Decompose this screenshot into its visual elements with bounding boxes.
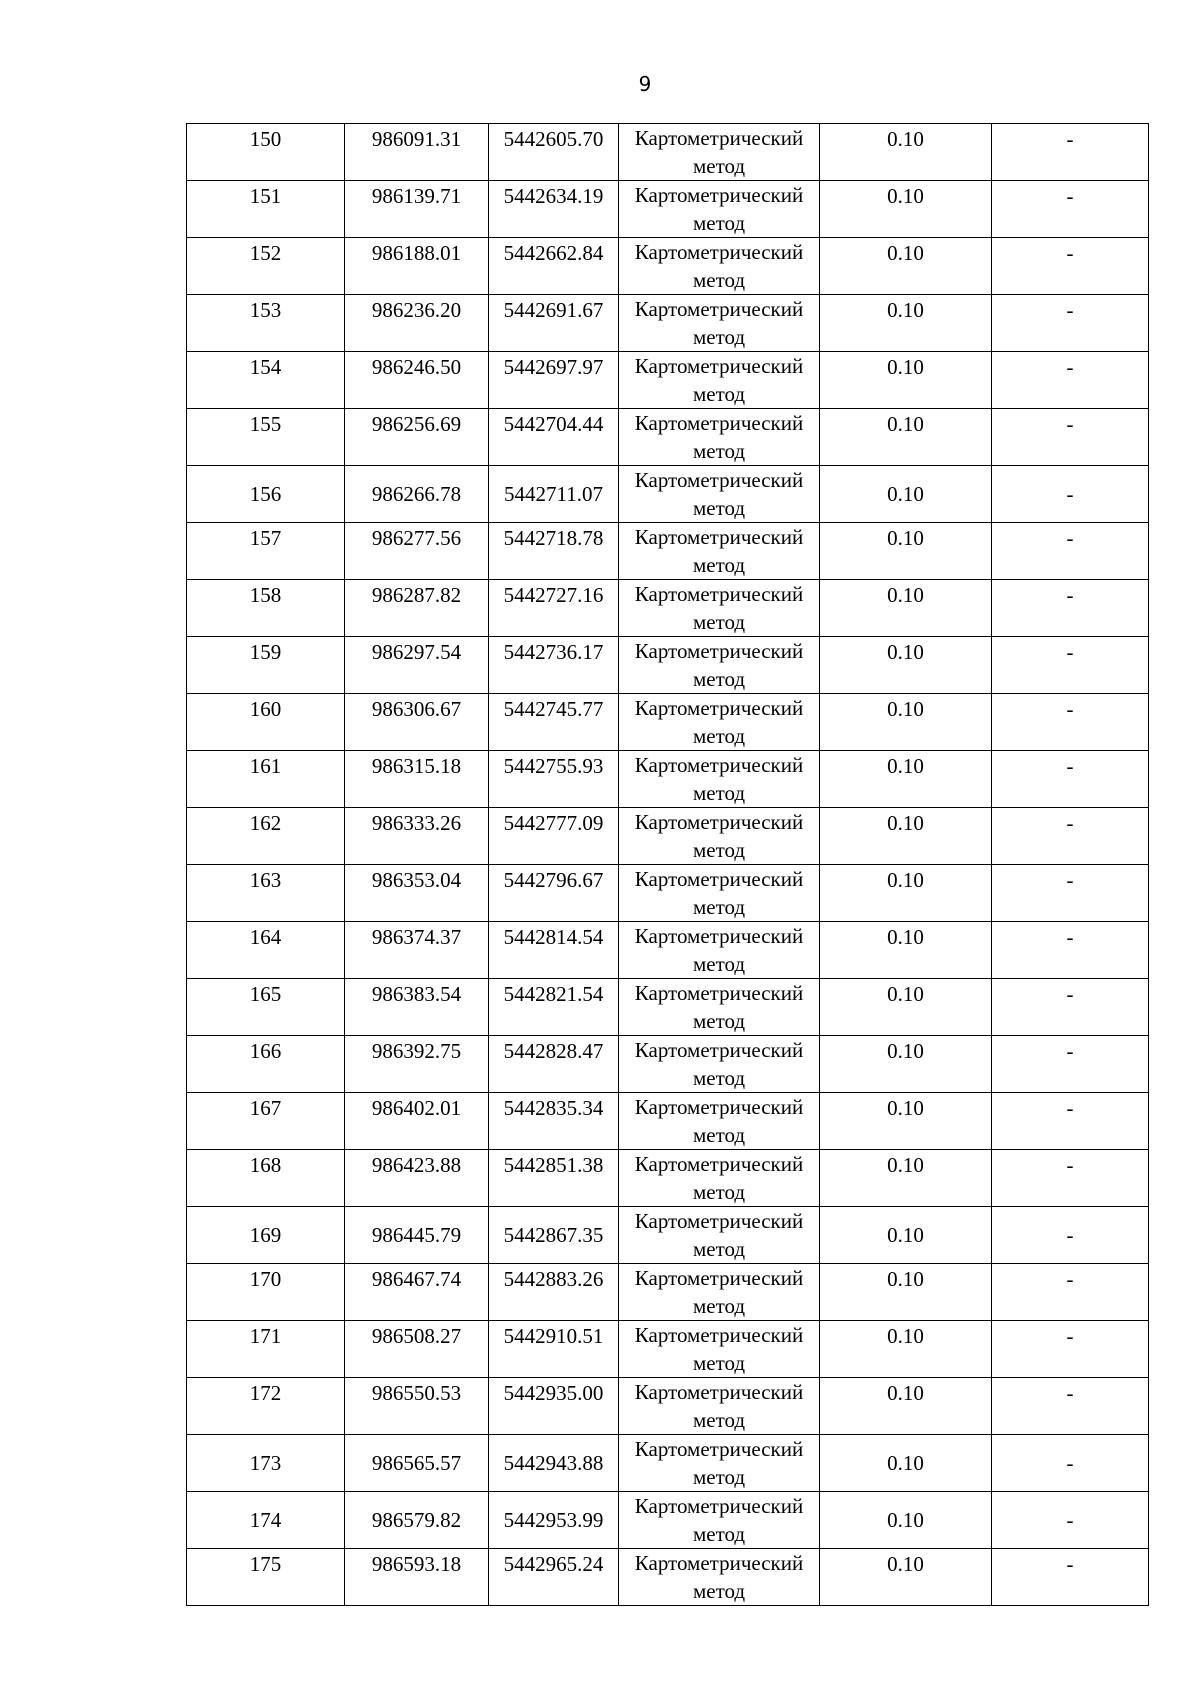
x-coordinate-cell: 986579.82 [345,1492,489,1549]
point-number-cell: 162 [187,808,345,865]
method-cell [619,1093,820,1150]
note-cell: - [992,238,1149,295]
method-line-1: Картометрический [634,1323,804,1347]
accuracy-cell: 0.10 [820,1264,992,1321]
method-line-1: Картометрический [634,867,804,891]
table-row [187,865,1149,922]
point-number-cell: 168 [187,1150,345,1207]
method-line-2: метод [692,781,746,805]
x-coordinate-cell: 986550.53 [345,1378,489,1435]
x-coordinate-cell: 986266.78 [345,466,489,523]
x-coordinate-cell: 986188.01 [345,238,489,295]
table-row [187,409,1149,466]
method-cell [619,466,820,523]
x-coordinate-cell: 986333.26 [345,808,489,865]
accuracy-cell: 0.10 [820,181,992,238]
point-number-cell: 167 [187,1093,345,1150]
method-line-1: Картометрический [634,696,804,720]
method-cell [619,1378,820,1435]
method-line-1: Картометрический [634,1437,804,1461]
coordinates-table [186,123,1149,1606]
point-number-cell: 174 [187,1492,345,1549]
note-cell: - [992,1093,1149,1150]
table-row [187,124,1149,181]
method-line-1: Картометрический [634,1266,804,1290]
x-coordinate-cell: 986091.31 [345,124,489,181]
method-cell [619,409,820,466]
accuracy-cell: 0.10 [820,523,992,580]
method-line-2: метод [692,1351,746,1375]
y-coordinate-cell: 5442697.97 [489,352,619,409]
accuracy-cell: 0.10 [820,1207,992,1264]
method-line-1: Картометрический [634,753,804,777]
coordinates-table-body [187,124,1149,1606]
method-line-2: метод [692,1123,746,1147]
method-cell [619,637,820,694]
note-cell: - [992,922,1149,979]
note-cell: - [992,295,1149,352]
y-coordinate-cell: 5442736.17 [489,637,619,694]
y-coordinate-cell: 5442867.35 [489,1207,619,1264]
method-line-1: Картометрический [634,981,804,1005]
x-coordinate-cell: 986287.82 [345,580,489,637]
method-line-2: метод [692,211,746,235]
accuracy-cell: 0.10 [820,238,992,295]
point-number-cell: 171 [187,1321,345,1378]
method-line-2: метод [692,154,746,178]
method-line-1: Картометрический [634,1551,804,1575]
table-row [187,979,1149,1036]
y-coordinate-cell: 5442965.24 [489,1549,619,1606]
y-coordinate-cell: 5442634.19 [489,181,619,238]
accuracy-cell: 0.10 [820,865,992,922]
note-cell: - [992,466,1149,523]
note-cell: - [992,1549,1149,1606]
note-cell: - [992,181,1149,238]
y-coordinate-cell: 5442745.77 [489,694,619,751]
method-line-2: метод [692,382,746,406]
method-line-1: Картометрический [634,810,804,834]
note-cell: - [992,979,1149,1036]
method-line-2: метод [692,1522,746,1546]
method-line-2: метод [692,1237,746,1261]
point-number-cell: 161 [187,751,345,808]
method-cell [619,124,820,181]
note-cell: - [992,409,1149,466]
point-number-cell: 150 [187,124,345,181]
x-coordinate-cell: 986402.01 [345,1093,489,1150]
accuracy-cell: 0.10 [820,808,992,865]
method-line-1: Картометрический [634,297,804,321]
note-cell: - [992,352,1149,409]
table-row [187,808,1149,865]
x-coordinate-cell: 986374.37 [345,922,489,979]
point-number-cell: 163 [187,865,345,922]
point-number-cell: 173 [187,1435,345,1492]
accuracy-cell: 0.10 [820,1549,992,1606]
x-coordinate-cell: 986593.18 [345,1549,489,1606]
method-cell [619,580,820,637]
method-line-2: метод [692,496,746,520]
table-row [187,922,1149,979]
accuracy-cell: 0.10 [820,352,992,409]
point-number-cell: 165 [187,979,345,1036]
method-line-2: метод [692,838,746,862]
point-number-cell: 155 [187,409,345,466]
y-coordinate-cell: 5442605.70 [489,124,619,181]
y-coordinate-cell: 5442662.84 [489,238,619,295]
point-number-cell: 175 [187,1549,345,1606]
method-line-2: метод [692,1294,746,1318]
method-line-1: Картометрический [634,924,804,948]
method-cell [619,1321,820,1378]
accuracy-cell: 0.10 [820,1093,992,1150]
point-number-cell: 154 [187,352,345,409]
note-cell: - [992,1264,1149,1321]
x-coordinate-cell: 986306.67 [345,694,489,751]
method-line-1: Картометрический [634,1038,804,1062]
note-cell: - [992,865,1149,922]
x-coordinate-cell: 986467.74 [345,1264,489,1321]
point-number-cell: 158 [187,580,345,637]
method-cell [619,295,820,352]
table-row [187,1549,1149,1606]
note-cell: - [992,808,1149,865]
method-cell [619,1549,820,1606]
method-cell [619,694,820,751]
accuracy-cell: 0.10 [820,124,992,181]
x-coordinate-cell: 986277.56 [345,523,489,580]
method-line-1: Картометрический [634,354,804,378]
accuracy-cell: 0.10 [820,922,992,979]
method-line-2: метод [692,325,746,349]
x-coordinate-cell: 986246.50 [345,352,489,409]
accuracy-cell: 0.10 [820,1492,992,1549]
accuracy-cell: 0.10 [820,751,992,808]
method-cell [619,1435,820,1492]
y-coordinate-cell: 5442711.07 [489,466,619,523]
method-line-2: метод [692,439,746,463]
x-coordinate-cell: 986508.27 [345,1321,489,1378]
y-coordinate-cell: 5442851.38 [489,1150,619,1207]
accuracy-cell: 0.10 [820,409,992,466]
note-cell: - [992,1207,1149,1264]
method-line-1: Картометрический [634,1152,804,1176]
page-number: 9 [638,72,652,96]
method-cell [619,352,820,409]
method-line-2: метод [692,610,746,634]
note-cell: - [992,124,1149,181]
method-cell [619,751,820,808]
note-cell: - [992,694,1149,751]
method-line-2: метод [692,1408,746,1432]
method-cell [619,1264,820,1321]
method-cell [619,1492,820,1549]
x-coordinate-cell: 986423.88 [345,1150,489,1207]
table-row [187,580,1149,637]
method-line-1: Картометрический [634,468,804,492]
note-cell: - [992,751,1149,808]
y-coordinate-cell: 5442953.99 [489,1492,619,1549]
method-line-2: метод [692,553,746,577]
y-coordinate-cell: 5442943.88 [489,1435,619,1492]
method-cell [619,979,820,1036]
table-row [187,1150,1149,1207]
method-line-2: метод [692,952,746,976]
point-number-cell: 166 [187,1036,345,1093]
method-line-1: Картометрический [634,1494,804,1518]
method-line-2: метод [692,1066,746,1090]
table-row [187,1378,1149,1435]
table-row [187,295,1149,352]
point-number-cell: 160 [187,694,345,751]
method-line-2: метод [692,1180,746,1204]
x-coordinate-cell: 986392.75 [345,1036,489,1093]
accuracy-cell: 0.10 [820,694,992,751]
method-line-1: Картометрический [634,183,804,207]
table-row [187,1492,1149,1549]
method-cell [619,808,820,865]
y-coordinate-cell: 5442796.67 [489,865,619,922]
x-coordinate-cell: 986315.18 [345,751,489,808]
table-row [187,1435,1149,1492]
y-coordinate-cell: 5442691.67 [489,295,619,352]
method-line-1: Картометрический [634,582,804,606]
accuracy-cell: 0.10 [820,1378,992,1435]
note-cell: - [992,523,1149,580]
method-line-1: Картометрический [634,240,804,264]
point-number-cell: 151 [187,181,345,238]
method-line-2: метод [692,895,746,919]
accuracy-cell: 0.10 [820,979,992,1036]
accuracy-cell: 0.10 [820,1150,992,1207]
method-line-2: метод [692,1465,746,1489]
accuracy-cell: 0.10 [820,580,992,637]
table-row [187,1207,1149,1264]
method-line-1: Картометрический [634,1380,804,1404]
x-coordinate-cell: 986236.20 [345,295,489,352]
point-number-cell: 172 [187,1378,345,1435]
method-line-2: метод [692,1009,746,1033]
point-number-cell: 170 [187,1264,345,1321]
table-row [187,352,1149,409]
note-cell: - [992,1435,1149,1492]
point-number-cell: 164 [187,922,345,979]
note-cell: - [992,1150,1149,1207]
x-coordinate-cell: 986353.04 [345,865,489,922]
note-cell: - [992,1378,1149,1435]
table-row [187,694,1149,751]
method-line-1: Картометрический [634,411,804,435]
y-coordinate-cell: 5442910.51 [489,1321,619,1378]
y-coordinate-cell: 5442828.47 [489,1036,619,1093]
table-row [187,1321,1149,1378]
y-coordinate-cell: 5442883.26 [489,1264,619,1321]
y-coordinate-cell: 5442777.09 [489,808,619,865]
y-coordinate-cell: 5442755.93 [489,751,619,808]
point-number-cell: 153 [187,295,345,352]
method-line-1: Картометрический [634,525,804,549]
accuracy-cell: 0.10 [820,1321,992,1378]
accuracy-cell: 0.10 [820,637,992,694]
method-cell [619,1036,820,1093]
x-coordinate-cell: 986256.69 [345,409,489,466]
table-row [187,1264,1149,1321]
accuracy-cell: 0.10 [820,1435,992,1492]
method-cell [619,1207,820,1264]
x-coordinate-cell: 986565.57 [345,1435,489,1492]
method-cell [619,181,820,238]
note-cell: - [992,1492,1149,1549]
table-row [187,1036,1149,1093]
method-cell [619,1150,820,1207]
accuracy-cell: 0.10 [820,1036,992,1093]
x-coordinate-cell: 986445.79 [345,1207,489,1264]
table-row [187,466,1149,523]
accuracy-cell: 0.10 [820,466,992,523]
method-cell [619,238,820,295]
method-cell [619,865,820,922]
point-number-cell: 169 [187,1207,345,1264]
y-coordinate-cell: 5442935.00 [489,1378,619,1435]
method-line-1: Картометрический [634,1209,804,1233]
table-row [187,751,1149,808]
table-row [187,238,1149,295]
method-line-1: Картометрический [634,1095,804,1119]
y-coordinate-cell: 5442704.44 [489,409,619,466]
note-cell: - [992,1321,1149,1378]
y-coordinate-cell: 5442718.78 [489,523,619,580]
accuracy-cell: 0.10 [820,295,992,352]
table-row [187,1093,1149,1150]
point-number-cell: 157 [187,523,345,580]
method-line-1: Картометрический [634,639,804,663]
x-coordinate-cell: 986139.71 [345,181,489,238]
y-coordinate-cell: 5442814.54 [489,922,619,979]
table-row [187,523,1149,580]
point-number-cell: 156 [187,466,345,523]
note-cell: - [992,580,1149,637]
method-line-2: метод [692,268,746,292]
x-coordinate-cell: 986383.54 [345,979,489,1036]
y-coordinate-cell: 5442821.54 [489,979,619,1036]
method-line-2: метод [692,724,746,748]
note-cell: - [992,1036,1149,1093]
table-row [187,637,1149,694]
point-number-cell: 152 [187,238,345,295]
table-row [187,181,1149,238]
point-number-cell: 159 [187,637,345,694]
method-cell [619,922,820,979]
method-cell [619,523,820,580]
y-coordinate-cell: 5442835.34 [489,1093,619,1150]
note-cell: - [992,637,1149,694]
y-coordinate-cell: 5442727.16 [489,580,619,637]
method-line-2: метод [692,667,746,691]
x-coordinate-cell: 986297.54 [345,637,489,694]
method-line-2: метод [692,1579,746,1603]
method-line-1: Картометрический [634,126,804,150]
